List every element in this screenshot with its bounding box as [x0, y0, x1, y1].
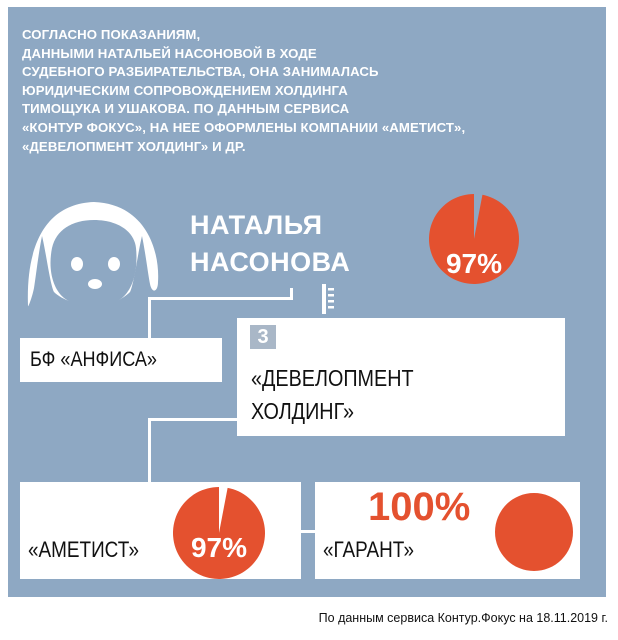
intro-line: СУДЕБНОГО РАЗБИРАТЕЛЬСТВА, ОНА ЗАНИМАЛАСЬ [22, 64, 379, 80]
person-name [190, 207, 350, 281]
company-name: «ГАРАНТ» [323, 537, 415, 562]
source-footnote: По данным сервиса Контур.Фокус на 18.11.2019 г. [318, 611, 608, 625]
company-name: «АМЕТИСТ» [28, 537, 139, 562]
connector-line [148, 297, 293, 300]
intro-text [22, 26, 582, 156]
person-name-line1: НАТАЛЬЯ [190, 210, 323, 240]
company-box-anfisa [20, 338, 222, 382]
intro-line: ДАННЫМИ НАТАЛЬЕЙ НАСОНОВОЙ В ХОДЕ [22, 45, 317, 61]
woman-avatar-icon [22, 196, 162, 312]
connector-line [148, 418, 238, 421]
company-count-badge: 3 [250, 325, 276, 349]
intro-line: ТИМОЩУКА И УШАКОВА. ПО ДАННЫМ СЕРВИСА [22, 101, 350, 117]
person-name-line2: НАСОНОВА [190, 247, 351, 277]
connector-line [300, 530, 316, 533]
garant-share-label: 100% [368, 485, 471, 529]
company-name: БФ «АНФИСА» [30, 348, 157, 371]
ownership-tick-marks [322, 282, 342, 314]
company-name-line2: ХОЛДИНГ» [251, 398, 354, 424]
intro-line: СОГЛАСНО ПОКАЗАНИЯМ, [22, 27, 201, 42]
pie-slice [495, 493, 573, 571]
company-name-line1: «ДЕВЕЛОПМЕНТ [251, 365, 414, 391]
company-box-development [237, 318, 565, 436]
intro-line: «КОНТУР ФОКУС», НА НЕЕ ОФОРМЛЕНЫ КОМПАНИИ «АМЕТИСТ», [22, 119, 466, 135]
garant-share-pie [494, 492, 574, 572]
connector-line [148, 418, 151, 482]
intro-line: «ДЕВЕЛОПМЕНТ ХОЛДИНГ» И ДР. [22, 138, 246, 154]
person-share-label: 97% [445, 248, 503, 279]
connector-line [148, 297, 151, 339]
intro-line: ЮРИДИЧЕСКИМ СОПРОВОЖДЕНИЕМ ХОЛДИНГА [22, 82, 348, 98]
ametist-share-label: 97% [190, 532, 248, 563]
